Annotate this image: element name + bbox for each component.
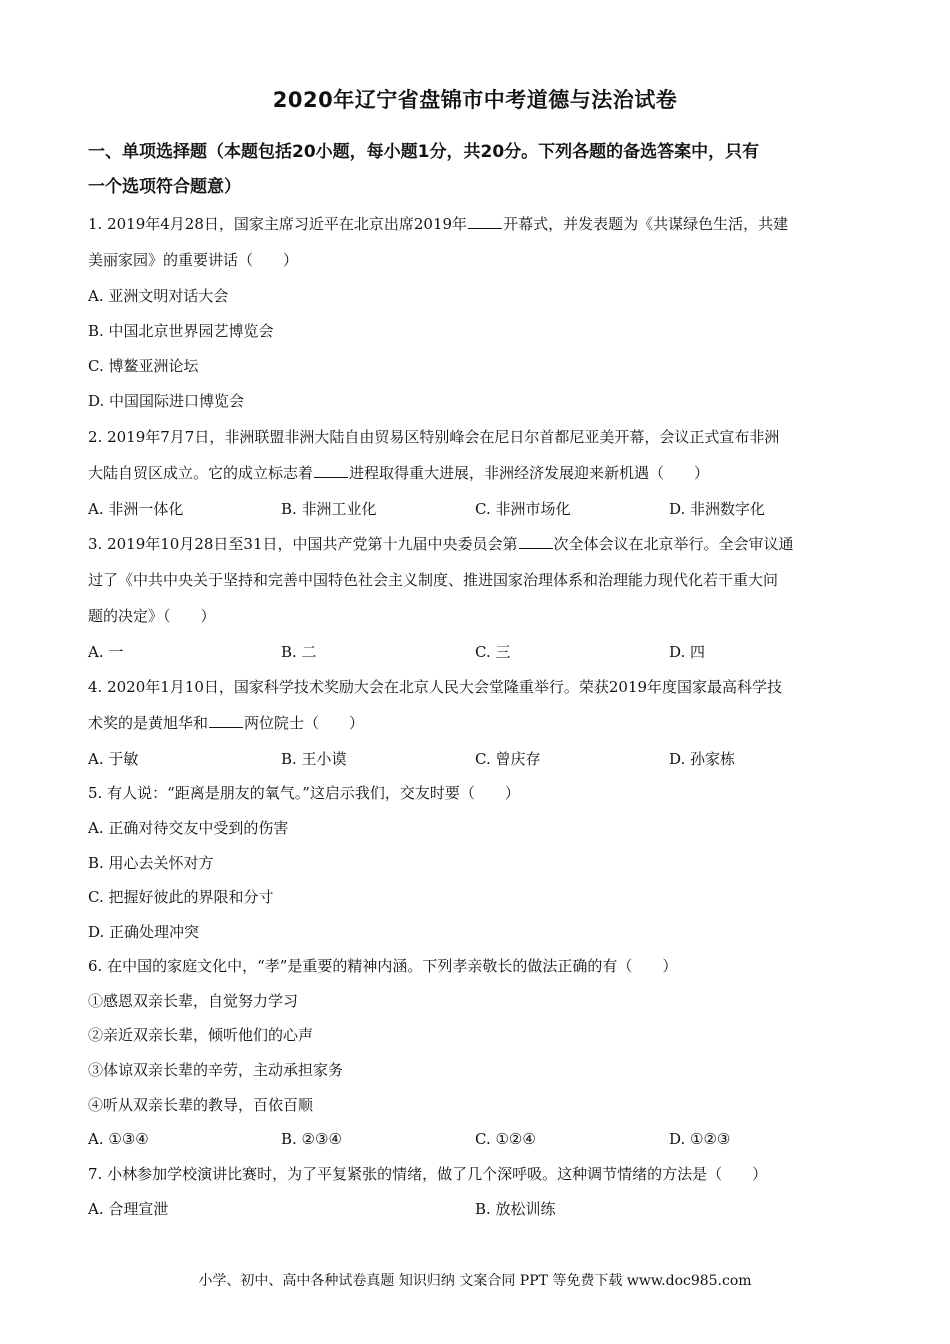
question-4-option-d: D. 孙家栋 [669,750,736,768]
question-3-text-a: 3. 2019年10月28日至31日，中国共产党第十九届中央委员会第 [88,535,518,553]
question-6-item-3: ③体谅双亲长辈的辛劳，主动承担家务 [88,1061,344,1079]
question-2-option-d: D. 非洲数字化 [669,500,766,518]
question-6-item-2: ②亲近双亲长辈，倾听他们的心声 [88,1026,314,1044]
question-7-line-1: 7. 小林参加学校演讲比赛时，为了平复紧张的情绪，做了几个深呼吸。这种调节情绪的方法是（ ） [88,1165,768,1183]
question-4-line-2 [88,713,364,733]
question-6-option-d: D. ①②③ [669,1130,731,1148]
question-5-option-c: C. 把握好彼此的界限和分寸 [88,888,274,906]
question-1-option-b: B. 中国北京世界园艺博览会 [88,322,274,340]
question-6-option-c: C. ①②④ [475,1130,536,1148]
answer-blank [519,534,553,549]
question-4-text-a: 术奖的是黄旭华和 [88,714,209,732]
question-1-text-a: 1. 2019年4月28日，国家主席习近平在北京出席2019年 [88,215,468,233]
question-4-option-c: C. 曾庆存 [475,750,541,768]
section-heading-line-2: 一个选项符合题意） [88,177,241,197]
question-2-option-b: B. 非洲工业化 [281,500,377,518]
question-6-option-b: B. ②③④ [281,1130,342,1148]
question-3-option-c: C. 三 [475,643,511,661]
question-5-option-a: A. 正确对待交友中受到的伤害 [88,819,289,837]
answer-blank [314,463,348,478]
question-7-option-a: A. 合理宣泄 [88,1200,169,1218]
question-3-line-2: 过了《中共中央关于坚持和完善中国特色社会主义制度、推进国家治理体系和治理能力现代化若干重大问 [88,571,779,589]
answer-blank [468,214,502,229]
question-5-line-1: 5. 有人说：“距离是朋友的氧气。”这启示我们，交友时要（ ） [88,784,520,802]
question-6-item-4: ④听从双亲长辈的教导，百依百顺 [88,1096,314,1114]
question-3-line-3: 题的决定》（ ） [88,607,216,625]
question-6-item-1: ①感恩双亲长辈，自觉努力学习 [88,992,299,1010]
question-5-option-b: B. 用心去关怀对方 [88,854,214,872]
question-2-text-b: 进程取得重大进展，非洲经济发展迎来新机遇（ ） [349,464,710,482]
question-2-text-a: 大陆自贸区成立。它的成立标志着 [88,464,314,482]
section-heading [88,135,863,205]
footer-text: 小学、初中、高中各种试卷真题 知识归纳 文案合同 PPT 等免费下载 www.doc985.com [198,1273,752,1289]
question-1-text-b: 开幕式，并发表题为《共谋绿色生活，共建 [503,215,789,233]
question-2-option-c: C. 非洲市场化 [475,500,571,518]
question-1-line-2: 美丽家园》的重要讲话（ ） [88,251,299,269]
question-1-option-c: C. 博鳌亚洲论坛 [88,357,199,375]
section-heading-line-1: 一、单项选择题（本题包括20小题，每小题1分，共20分。下列各题的备选答案中，只有 [88,142,760,162]
answer-blank [209,713,243,728]
question-1-line-1 [88,214,788,234]
question-1-option-d: D. 中国国际进口博览会 [88,392,245,410]
question-6-option-a: A. ①③④ [88,1130,149,1148]
question-3-option-b: B. 二 [281,643,317,661]
question-7-option-b: B. 放松训练 [475,1200,556,1218]
question-3-option-a: A. 一 [88,643,124,661]
question-4-option-b: B. 王小谟 [281,750,347,768]
question-2-line-2 [88,463,709,483]
question-3-line-1 [88,534,794,554]
question-6-line-1: 6. 在中国的家庭文化中，“孝”是重要的精神内涵。下列孝亲敬长的做法正确的有（ ） [88,957,678,975]
question-1-option-a: A. 亚洲文明对话大会 [88,287,229,305]
question-2-line-1: 2. 2019年7月7日，非洲联盟非洲大陆自由贸易区特别峰会在尼日尔首都尼亚美开幕，会议正式宣布非洲 [88,428,780,446]
question-3-option-d: D. 四 [669,643,706,661]
question-5-option-d: D. 正确处理冲突 [88,923,200,941]
question-3-text-b: 次全体会议在北京举行。全会审议通 [553,535,794,553]
question-2-option-a: A. 非洲一体化 [88,500,184,518]
question-4-option-a: A. 于敏 [88,750,139,768]
question-4-text-b: 两位院士（ ） [244,714,365,732]
question-4-line-1: 4. 2020年1月10日，国家科学技术奖励大会在北京人民大会堂隆重举行。荣获2019年度国家最高科学技 [88,678,783,696]
page-title: 2020年辽宁省盘锦市中考道德与法治试卷 [272,88,678,112]
